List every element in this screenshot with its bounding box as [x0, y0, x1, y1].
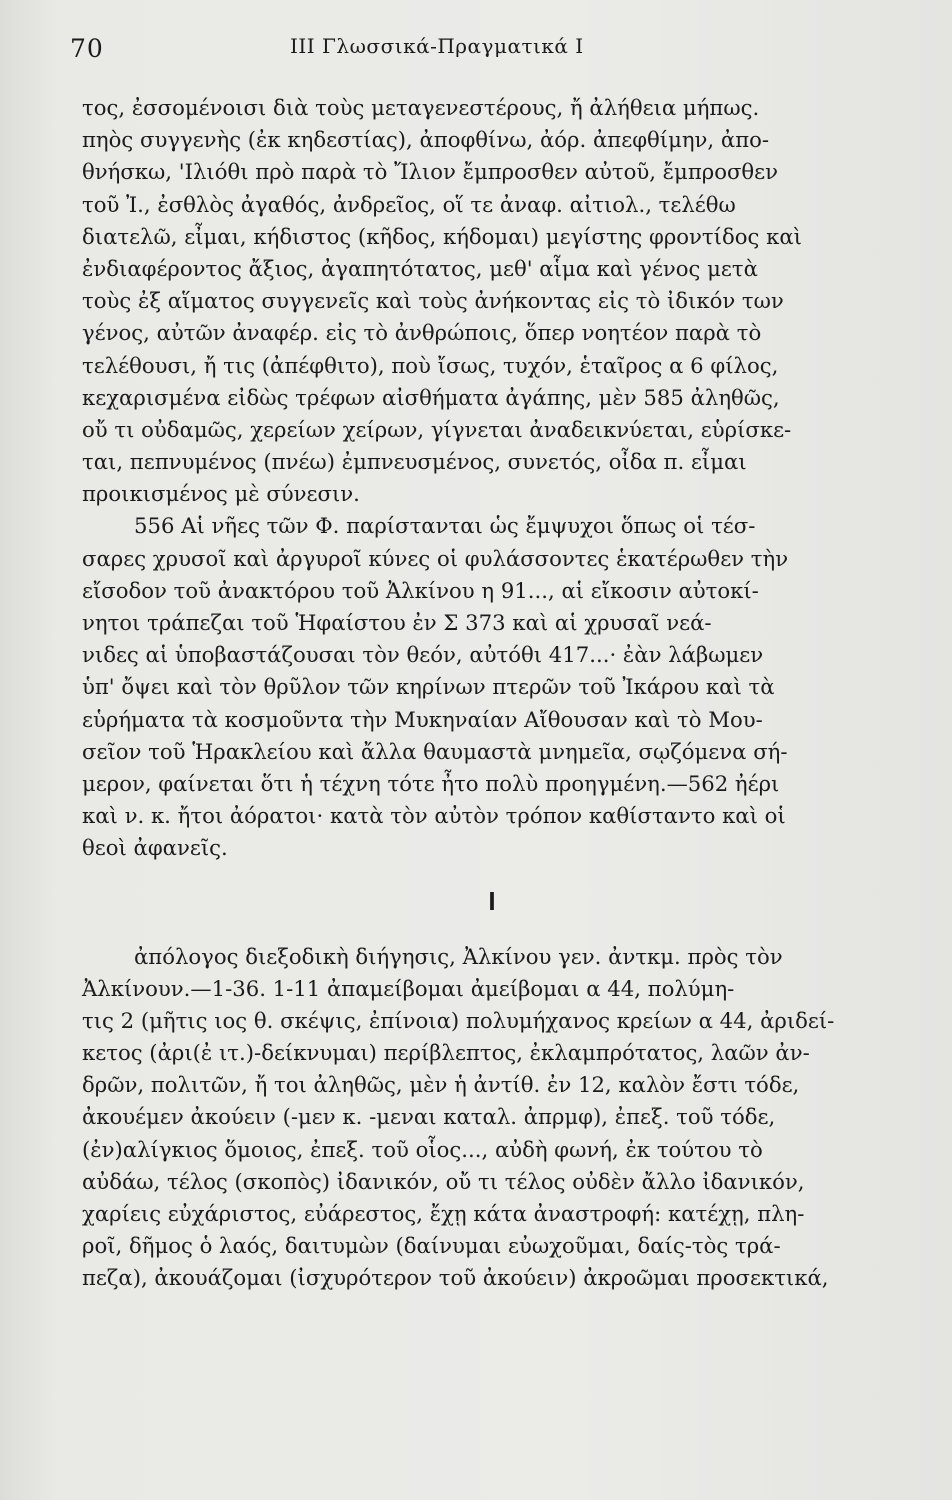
text-line: οὔ τι οὐδαμῶς, χερείων χείρων, γίγνεται ἀναδεικνύεται, εὑρίσκε- — [82, 416, 792, 442]
text-line: (ἐν)αλίγκιος ὅμοιος, ἐπεξ. τοῦ οἷος..., αὐδὴ φωνή, ἐκ τούτου τὸ — [82, 1136, 763, 1162]
text-line: χαρίεις εὐχάριστος, εὐάρεστος, ἔχῃ κάτα ἀναστροφή: κατέχῃ, πλη- — [82, 1201, 805, 1226]
text-line: πηὸς συγγενὴς (ἐκ κηδεστίας), ἀποφθίνω, ἀόρ. ἀπεφθίμην, ἀπο- — [82, 127, 770, 153]
text-line: σεῖον τοῦ Ἡρακλείου καὶ ἄλλα θαυμαστὰ μνημεῖα, σῳζόμενα σή- — [82, 738, 788, 764]
page-header — [70, 28, 882, 68]
text-line: ὑπ' ὄψει καὶ τὸν θρῦλον τῶν κηρίνων πτερῶν τοῦ Ἰκάρου καὶ τὰ — [82, 674, 775, 700]
text-line: αὐδάω, τέλος (σκοπὸς) ἰδανικόν, οὔ τι τέλος οὐδὲν ἄλλο ἰδανικόν, — [82, 1168, 805, 1194]
text-line: διατελῶ, εἶμαι, κήδιστος (κῆδος, κήδομαι) μεγίστης φροντίδος καὶ — [82, 223, 802, 249]
text-line: εὑρήματα τὰ κοσμοῦντα τὴν Μυκηναίαν Αἴθουσαν καὶ τὸ Μου- — [82, 706, 763, 732]
text-line: πεζα), ἀκουάζομαι (ἰσχυρότερον τοῦ ἀκούειν) ἀκροῶμαι προσεκτικά, — [82, 1265, 829, 1291]
text-line: καὶ ν. κ. ἤτοι ἀόρατοι· κατὰ τὸν αὐτὸν τρόπον καθίσταντο καὶ οἱ — [82, 803, 786, 829]
text-line: ἀπόλογος διεξοδικὴ διήγησις, Ἀλκίνου γεν. ἀντκμ. πρὸς τὸν — [134, 943, 783, 969]
text-line: εἴσοδον τοῦ ἀνακτόρου τοῦ Ἀλκίνου η 91..., αἱ εἴκοσιν αὐτοκί- — [82, 577, 759, 603]
text-line: κετος (ἀρι(ἐ ιτ.)-δείκνυμαι) περίβλεπτος, ἐκλαμπρότατος, λαῶν ἀν- — [82, 1040, 810, 1066]
text-line: νητοι τράπεζαι τοῦ Ἡφαίστου ἐν Σ 373 καὶ αἱ χρυσαῖ νεά- — [82, 610, 712, 635]
section-heading: Ι — [488, 885, 496, 916]
text-line: ται, πεπνυμένος (πνέω) ἐμπνευσμένος, συνετός, οἶδα π. εἶμαι — [82, 449, 747, 475]
text-line: μερον, φαίνεται ὅτι ἡ τέχνη τότε ἦτο πολὺ προηγμένη.—562 ἠέρι — [82, 770, 780, 796]
text-line: τοῦ Ἰ., ἐσθλὸς ἀγαθός, ἀνδρεῖος, οἵ τε ἀναφ. αἰτιολ., τελέθω — [82, 191, 736, 217]
text-line: Ἀλκίνουν.—1-36. 1-11 ἀπαμείβομαι ἀμείβομαι α 44, πολύμη- — [82, 975, 735, 1001]
text-line: ἐνδιαφέροντος ἄξιος, ἀγαπητότατος, μεθ' αἷμα καὶ γένος μετὰ — [82, 255, 758, 281]
text-line: ροῖ, δῆμος ὁ λαός, δαιτυμὼν (δαίνυμαι εὐωχοῦμαι, δαίς-τὸς τρά- — [82, 1233, 781, 1259]
text-line: γένος, αὐτῶν ἀναφέρ. εἰς τὸ ἀνθρώποις, ὅπερ νοητέον παρὰ τὸ — [82, 320, 762, 346]
text-line: προικισμένος μὲ σύνεσιν. — [82, 481, 360, 507]
text-line: τοὺς ἐξ αἵματος συγγενεῖς καὶ τοὺς ἀνήκοντας εἰς τὸ ἰδικόν των — [82, 288, 784, 314]
running-head: ΙΙΙ Γλωσσικά-Πραγματικά Ι — [290, 34, 584, 58]
text-line: δρῶν, πολιτῶν, ἤ τοι ἀληθῶς, μὲν ἡ ἀντίθ. ἐν 12, καλὸν ἔστι τόδε, — [82, 1072, 800, 1098]
text-line: σαρες χρυσοῖ καὶ ἀργυροῖ κύνες οἱ φυλάσσοντες ἑκατέρωθεν τὴν — [82, 545, 789, 571]
text-line: θνήσκω, 'Ιλιόθι πρὸ παρὰ τὸ Ἴλιον ἔμπροσθεν αὐτοῦ, ἔμπροσθεν — [82, 159, 779, 185]
body-text — [82, 92, 902, 1295]
text-line: κεχαρισμένα εἰδὼς τρέφων αἰσθήματα ἀγάπης, μὲν 585 ἀληθῶς, — [82, 384, 780, 410]
text-line: τις 2 (μῆτις ιος θ. σκέψις, ἐπίνοια) πολυμήχανος κρείων α 44, ἀριδεί- — [82, 1007, 835, 1033]
text-line: νιδες αἱ ὑποβαστάζουσαι τὸν θεόν, αὐτόθι 417...· ἐὰν λάβωμεν — [82, 642, 764, 668]
text-line: 556 Αἱ νῆες τῶν Φ. παρίστανται ὡς ἔμψυχοι ὅπως οἱ τέσ- — [134, 513, 756, 539]
text-line: ἀκουέμεν ἀκούειν (-μεν κ. -μεναι καταλ. ἀπρμφ), ἐπεξ. τοῦ τόδε, — [82, 1104, 776, 1130]
text-line: θεοὶ ἀφανεῖς. — [82, 835, 228, 861]
text-line: τελέθουσι, ἤ τις (ἀπέφθιτο), ποὺ ἴσως, τυχόν, ἑταῖρος α 6 φίλος, — [82, 352, 779, 378]
text-line: τος, ἐσσομένοισι διὰ τοὺς μεταγενεστέρους, ἤ ἀλήθεια μήπως. — [82, 95, 760, 120]
page-number: 70 — [70, 34, 104, 63]
